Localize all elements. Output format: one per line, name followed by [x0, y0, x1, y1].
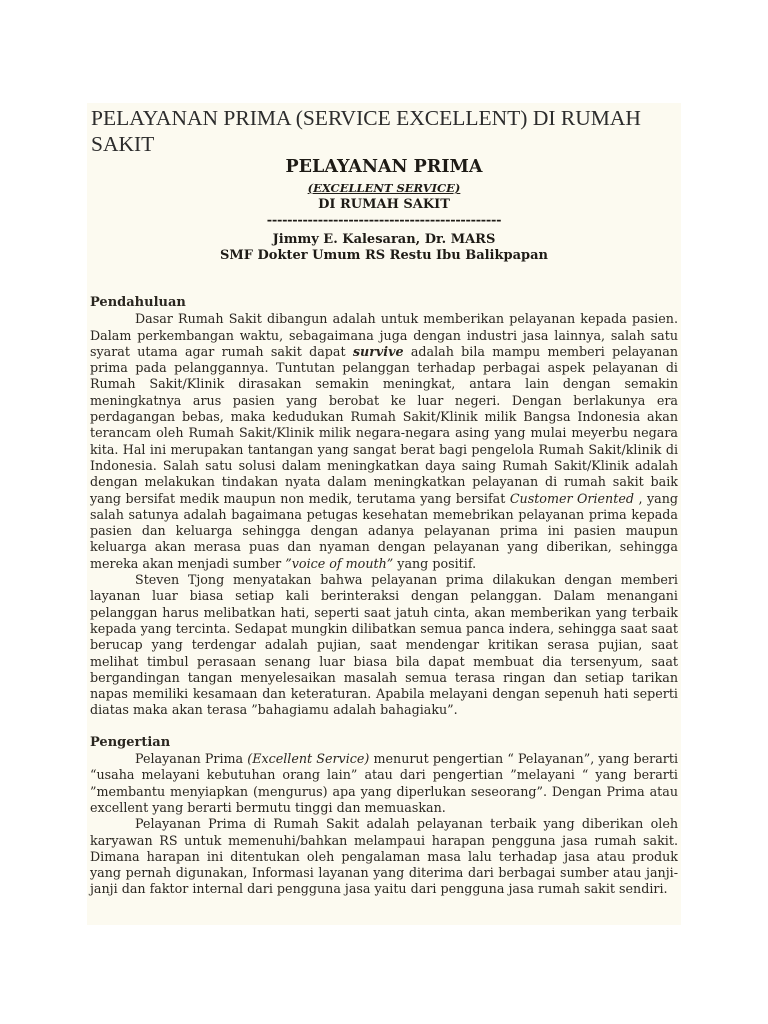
text-run: , yang salah satunya adalah bagaimana petugas kesehatan memebrikan pelayanan prima kepada pasien dan keluarga sehingga dengan adanya pelayanan prima ini pasien maupun keluarga akan merasa puas dan nyaman dengan pelayanan yang diberikan, sehingga mereka akan menjadi sumber — [90, 490, 678, 571]
section-gap — [90, 719, 678, 735]
heading-place: DI RUMAH SAKIT — [318, 197, 450, 212]
heading-main: PELAYANAN PRIMA — [285, 157, 483, 177]
emphasis-excellent-service: (Excellent Service) — [247, 751, 370, 767]
text-run: Pelayanan Prima — [135, 751, 248, 767]
paragraph-pendahuluan-1 — [90, 311, 678, 572]
section-heading-pendahuluan: Pendahuluan — [90, 295, 186, 310]
document-page — [87, 103, 681, 925]
text-run: menurut pengertian “ Pelayanan”, yang berarti “usaha melayani kebutuhan orang lain” atau dari pengertian ”melayani “ yang berarti ”membantu menyiapkan (mengurus) apa yang diperlukan seseorang”. Dengan Prima atau excellent yang berarti bermutu tinggi dan memuaskan. — [90, 751, 678, 815]
paragraph-pengertian-1 — [90, 751, 678, 816]
text-run: yang positif. — [393, 555, 477, 571]
paragraph-pengertian-2: Pelayanan Prima di Rumah Sakit adalah pelayanan terbaik yang diberikan oleh karyawan RS untuk memenuhi/bahkan melampaui harapan pengguna jasa rumah sakit. Dimana harapan ini ditentukan oleh pengalaman masa lalu terhadap jasa atau produk yang pernah digunakan, Informasi layanan yang diterima dari berbagai sumber atau janji-janji dan faktor internal dari pengguna jasa yaitu dari pengguna jasa rumah sakit sendiri. — [90, 816, 678, 897]
document-body — [90, 295, 678, 898]
emphasis-customer-oriented: Customer Oriented — [509, 490, 634, 506]
paragraph-pendahuluan-2: Steven Tjong menyatakan bahwa pelayanan prima dilakukan dengan memberi layanan luar biasa setiap kali berinteraksi dengan pelanggan. Dalam menangani pelanggan harus melibatkan hati, seperti saat jatuh cinta, akan memberikan yang terbaik kepada yang tercinta. Sedapat mungkin dilibatkan semua panca indera, sehingga saat saat berucap yang terdengar adalah pujian, saat mendengar kritikan serasa pujian, saat melihat timbul perasaan senang luar biasa bila dapat membuat dia tersenyum, saat bergandingan tangan menyelesaikan masalah semua terasa ringan dan setiap tarikan napas memiliki kesamaan dan keteraturan. Apabila melayani dengan sepenuh hati seperti diatas maka akan terasa ”bahagiamu adalah bahagiaku”. — [90, 572, 678, 718]
text-run: adalah bila mampu memberi pelayanan prima pada pelanggannya. Tuntutan pelanggan terhadap perbagai aspek pelayanan di Rumah Sakit/Klinik dirasakan semakin meningkat, antara lain dengan semakin meningkatnya arus pasien yang berobat ke luar negeri. Dengan berlakunya era perdagangan bebas, maka kedudukan Rumah Sakit/Klinik milik Bangsa Indonesia akan terancam oleh Rumah Sakit/Klinik milik negara-negara asing yang mulai meyerbu negara kita. Hal ini merupakan tantangan yang sangat berat bagi pengelola Rumah Sakit/klinik di Indonesia. Salah satu solusi dalam meningkatkan daya saing Rumah Sakit/Klinik adalah dengan melakukan tindakan nyata dalam meningkatkan pelayanan di rumah sakit baik yang bersifat medik maupun non medik, terutama yang bersifat — [90, 343, 678, 506]
section-heading-pengertian: Pengertian — [90, 734, 171, 750]
text-run: Dasar Rumah Sakit dibangun adalah untuk memberikan pelayanan kepada pasien. Dalam perkembangan waktu, sebagaimana juga dengan industri jasa lainnya, salah satu syarat utama agar rumah sakit dapat — [90, 311, 678, 359]
emphasis-voice-of-mouth: ”voice of mouth” — [285, 555, 394, 571]
author-affiliation: SMF Dokter Umum RS Restu Ibu Balikpapan — [220, 248, 548, 263]
separator-line: ---------------------------------------------- — [266, 213, 502, 228]
heading-subtitle: (EXCELLENT SERVICE) — [307, 181, 461, 195]
emphasis-survive: survive — [352, 343, 404, 359]
author-name: Jimmy E. Kalesaran, Dr. MARS — [272, 232, 496, 247]
document-title: PELAYANAN PRIMA (SERVICE EXCELLENT) DI RUMAH SAKIT — [91, 106, 641, 156]
